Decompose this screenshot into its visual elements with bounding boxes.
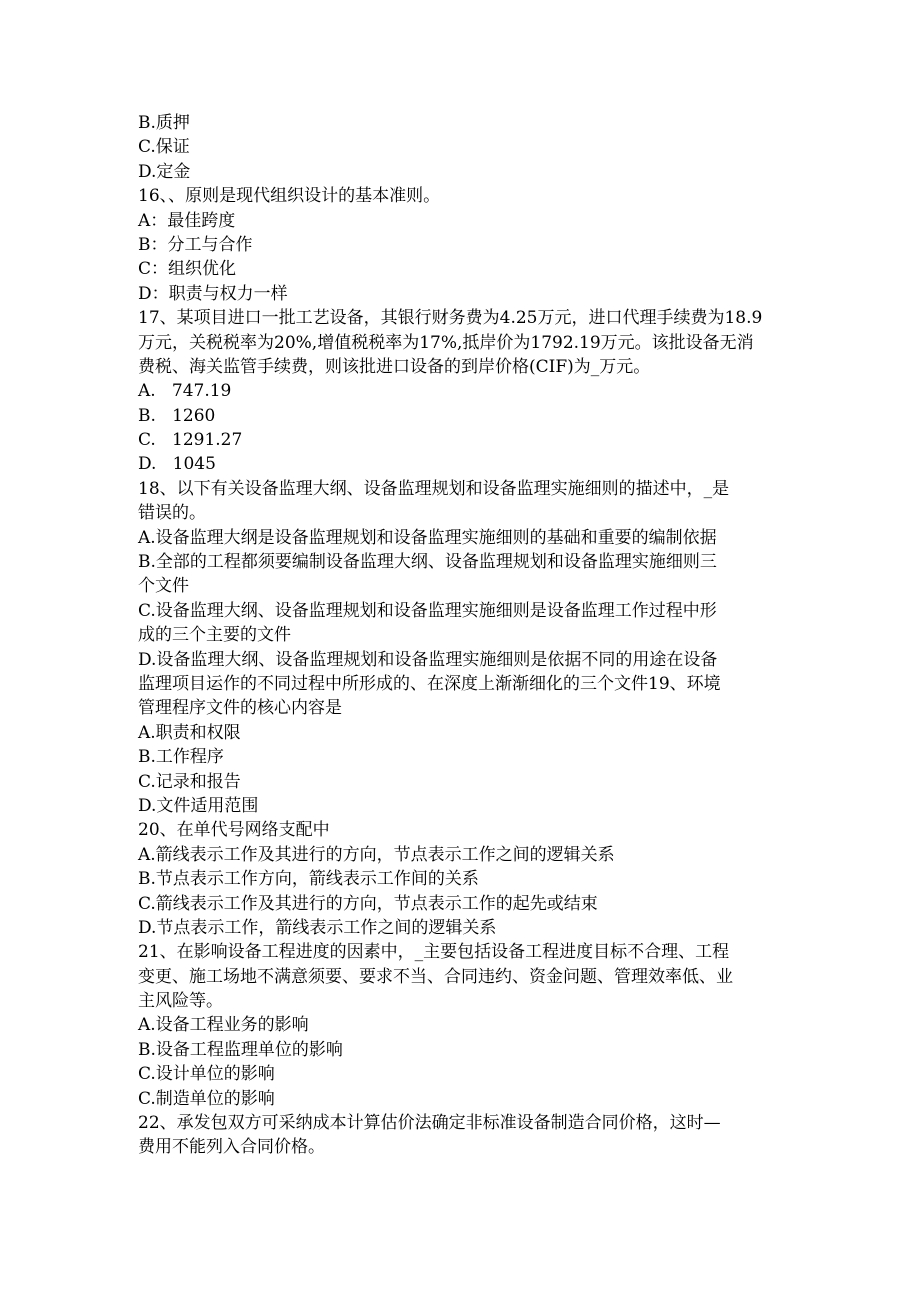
text-line: D.节点表示工作，箭线表示工作之间的逻辑关系 — [138, 917, 497, 938]
text-line: B.全部的工程都须要编制设备监理大纲、设备监理规划和设备监理实施细则三 — [138, 552, 717, 573]
text-line: C.制造单位的影响 — [138, 1088, 275, 1109]
text-line: 变更、施工场地不满意须要、要求不当、合同违约、资金问题、管理效率低、业 — [138, 966, 733, 987]
text-line: A：最佳跨度 — [138, 210, 236, 231]
text-line: 万元，关税税率为20%,增值税税率为17%,抵岸价为1792.19万元。该批设备无消 — [138, 332, 754, 353]
text-line: C.箭线表示工作及其进行的方向，节点表示工作的起先或结束 — [138, 893, 598, 914]
text-line: A.箭线表示工作及其进行的方向，节点表示工作之间的逻辑关系 — [138, 844, 615, 865]
question-18: 18、以下有关设备监理大纲、设备监理规划和设备监理实施细则的描述中，_是 — [138, 478, 730, 499]
text-line: C.保证 — [138, 137, 190, 158]
text-line: A.设备监理大纲是设备监理规划和设备监理实施细则的基础和重要的编制依据 — [138, 527, 717, 548]
question-22: 22、承发包双方可采纳成本计算估价法确定非标准设备制造合同价格，这时— — [138, 1113, 721, 1134]
text-line: D：职责与权力一样 — [138, 283, 288, 304]
document-text — [138, 111, 788, 1160]
question-20: 20、在单代号网络支配中 — [138, 820, 330, 841]
text-line: D. 1045 — [138, 454, 216, 475]
text-line: A. 747.19 — [138, 381, 232, 402]
text-line: 费税、海关监管手续费，则该批进口设备的到岸价格(CIF)为_万元。 — [138, 356, 651, 377]
text-line: D.设备监理大纲、设备监理规划和设备监理实施细则是依据不同的用途在设备 — [138, 649, 718, 670]
text-line: C.记录和报告 — [138, 771, 241, 792]
text-line: C.设备监理大纲、设备监理规划和设备监理实施细则是设备监理工作过程中形 — [138, 600, 717, 621]
text-line: C：组织优化 — [138, 259, 237, 280]
text-line: 管理程序文件的核心内容是 — [138, 698, 342, 719]
text-line: 费用不能列入合同价格。 — [138, 1137, 325, 1158]
text-line: B. 1260 — [138, 405, 216, 426]
text-line: D.定金 — [138, 161, 191, 182]
question-21: 21、在影响设备工程进度的因素中，_主要包括设备工程进度目标不合理、工程 — [138, 942, 730, 963]
question-17: 17、某项目进口一批工艺设备，其银行财务费为4.25万元，进口代理手续费为18.9 — [138, 308, 763, 329]
text-line: C. 1291.27 — [138, 430, 243, 451]
text-line: B：分工与合作 — [138, 234, 253, 255]
text-line: 错误的。 — [138, 503, 206, 524]
text-line: 监理项目运作的不同过程中所形成的、在深度上渐渐细化的三个文件19、环境 — [138, 673, 721, 694]
text-line: 个文件 — [138, 576, 189, 597]
text-line: A.设备工程业务的影响 — [138, 1015, 309, 1036]
text-line: C.设计单位的影响 — [138, 1064, 275, 1085]
text-line: B.节点表示工作方向，箭线表示工作间的关系 — [138, 869, 479, 890]
text-line: A.职责和权限 — [138, 722, 241, 743]
text-line: B.工作程序 — [138, 747, 224, 768]
text-line: 主风险等。 — [138, 991, 223, 1012]
text-line: 成的三个主要的文件 — [138, 625, 291, 646]
text-line: B.设备工程监理单位的影响 — [138, 1039, 343, 1060]
text-line: B.质押 — [138, 113, 190, 133]
question-16: 16、、原则是现代组织设计的基本准则。 — [138, 186, 441, 207]
text-line: D.文件适用范围 — [138, 795, 259, 816]
